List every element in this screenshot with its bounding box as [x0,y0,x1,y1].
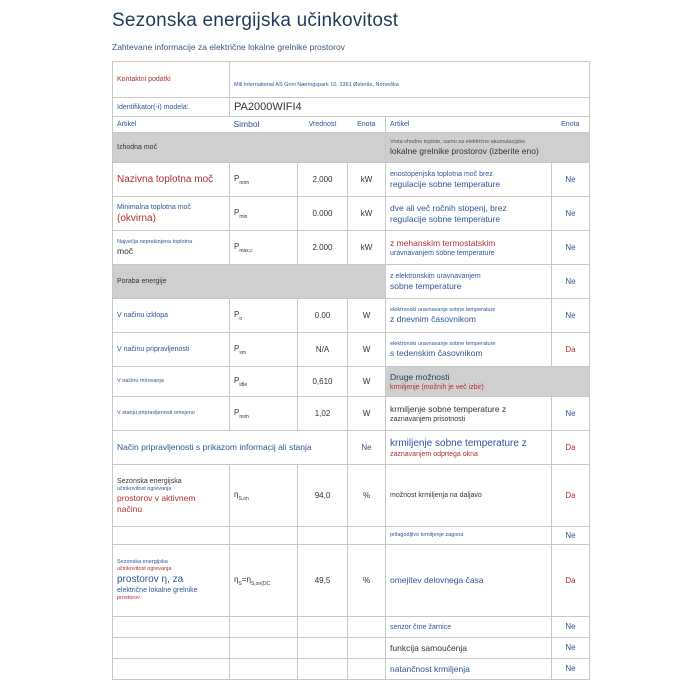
symbol-text: P [234,173,240,183]
unit-sezonska-1: % [348,465,386,527]
label-minimalna-1: Minimalna toplotna moč [117,203,191,211]
row-sezonska-1 [113,465,590,527]
unit-izklop: W [348,299,386,333]
section-poraba-row [113,265,590,299]
label-line: električne lokalne grelnike [117,587,198,595]
right-small: elektronski uravnavanje sobne temperature [390,306,496,313]
unit-najvecja: kW [348,231,386,265]
row-natancnost [113,659,590,680]
symbol-text: P [234,343,240,353]
model-label: Identifikator(-i) modela: [113,98,230,117]
empty-cell [298,617,348,638]
symbol-text: P [234,375,240,385]
right-row-1 [386,197,552,231]
label-line: Sezonska energijska [117,559,168,566]
yn-11: Ne [552,617,590,638]
contact-row [113,62,590,98]
symbol-sezonska-1 [230,465,298,527]
right-row-5 [386,333,552,367]
symbol-text: P [234,407,240,417]
empty-cell [230,638,298,659]
symbol-mirovanje [230,367,298,397]
right-row-12: funkcija samoučenja [386,638,552,659]
section-poraba: Poraba energije [113,265,386,299]
symbol-sub: S,on [238,495,249,502]
right-row-0 [386,163,552,197]
model-row [113,98,590,117]
label-line: Sezonska energijska [117,477,182,485]
page-subtitle: Zahtevane informacije za električne lokalne grelnike prostorov [112,42,345,52]
right-main: sobne temperature [390,280,462,291]
empty-cell [230,617,298,638]
right-small: krmiljenje sobne temperature z [390,403,507,414]
label-line: prostorov η, za [117,574,184,586]
right-row-10: omejitev delovnega časa [386,545,552,617]
empty-cell [113,659,230,680]
symbol-minimalna [230,197,298,231]
row-prikaz [113,431,590,465]
section-izhodna: Izhodna moč [113,133,386,163]
value-izklop: 0.00 [298,299,348,333]
contact-value: Mill International AS Grini Næringspark 10, 1361 Østerås, Norveška [230,62,590,98]
unit-nazivna: kW [348,163,386,197]
row-pripravljenost [113,333,590,367]
symbol-text: η [234,489,239,499]
row-izklop [113,299,590,333]
right-row-13: natančnost krmiljenja [386,659,552,680]
label-najvecja [113,231,230,265]
yn-2: Ne [552,231,590,265]
right-small: dve ali več ročnih stopenj, brez [390,202,507,213]
unit-omejeno: W [348,397,386,431]
yn-0: Ne [552,163,590,197]
value-sezonska-1: 94,0 [298,465,348,527]
yn-1: Ne [552,197,590,231]
yn-8: Da [552,465,590,527]
row-senzor [113,617,590,638]
right-row-9: prilagodljivo krmiljenje zagona [386,527,552,545]
section-vrsta-main: lokalne grelnike prostorov (izberite eno) [390,145,539,156]
empty-cell [348,617,386,638]
section-druge [386,367,590,397]
label-minimalna [113,197,230,231]
yn-4: Ne [552,299,590,333]
right-small: krmiljenje sobne temperature z [390,437,527,449]
header-artikel-right: Artikel [386,117,552,133]
empty-cell [113,527,230,545]
header-enota: Enota [348,117,386,133]
right-main: regulacije sobne temperature [390,178,501,189]
symbol-pripravljenost [230,333,298,367]
empty-cell [298,659,348,680]
yn-3: Ne [552,265,590,299]
header-enota-right: Enota [552,117,590,133]
section-vrsta [386,133,590,163]
symbol-sub: S [238,580,242,587]
label-line: učinkovitost ogrevanja [117,485,172,492]
yn-6: Ne [552,397,590,431]
value-najvecja: 2.000 [298,231,348,265]
right-row-2 [386,231,552,265]
value-sezonska-2: 49,5 [298,545,348,617]
row-nazivna [113,163,590,197]
label-line: načinu [117,503,143,514]
value-nazivna: 2.000 [298,163,348,197]
unit-pripravljenost: W [348,333,386,367]
symbol-sub: S,on(DC [250,580,271,587]
yn-7: Da [552,431,590,465]
symbol-omejeno [230,397,298,431]
yn-9: Ne [552,527,590,545]
label-line: prostorov [117,595,140,602]
symbol-text: P [234,207,240,217]
empty-cell [348,638,386,659]
empty-cell [348,527,386,545]
label-nazivna: Nazivna toplotna moč [113,163,230,197]
right-row-8: možnost krmiljenja na daljavo [386,465,552,527]
value-minimalna: 0.000 [298,197,348,231]
empty-cell [113,638,230,659]
right-main: s tedenskim časovnikom [390,347,483,358]
label-najvecja-2: moč [117,245,134,256]
label-line: učinkovitost ogrevanja [117,566,172,573]
symbol-izklop [230,299,298,333]
right-main: uravnavanjem sobne temperature [390,249,495,257]
right-row-4 [386,299,552,333]
section-izhodna-row [113,133,590,163]
label-najvecja-1: Največja neprekinjena toplotna [117,238,193,245]
right-main: zaznavanjem odprtega okna [390,450,478,458]
right-main: z dnevnim časovnikom [390,313,476,324]
empty-cell [348,659,386,680]
right-row-6 [386,397,552,431]
empty-cell [298,638,348,659]
unit-minimalna: kW [348,197,386,231]
label-izklop: V načinu izklopa [113,299,230,333]
right-row-11: senzor črne žarnice [386,617,552,638]
row-funkcija [113,638,590,659]
row-najvecja [113,231,590,265]
symbol-sub: o [239,315,243,322]
symbol-najvecja [230,231,298,265]
value-mirovanje: 0,610 [298,367,348,397]
right-small: enostopenjska toplotna moč brez [390,170,493,178]
section-vrsta-small: Vrsta vhodne toplote, samo za električne akumulacijske [390,138,526,145]
value-prikaz: Ne [348,431,386,465]
contact-label: Kontaktni podatki [113,62,230,98]
right-small: z elektronskim uravnavanjem [390,272,481,280]
model-value: PA2000WIFI4 [230,98,590,117]
row-minimalna [113,197,590,231]
energy-efficiency-table [112,61,590,680]
unit-sezonska-2: % [348,545,386,617]
yn-13: Ne [552,659,590,680]
symbol-text: P [234,241,240,251]
label-sezonska-1 [113,465,230,527]
right-main: regulacije sobne temperature [390,213,501,224]
row-sezonska-2 [113,545,590,617]
row-prilagodljivo [113,527,590,545]
right-row-7 [386,431,552,465]
right-small: z mehanskim termostatskim [390,237,496,248]
symbol-sub: nsm [239,413,249,420]
empty-cell [230,659,298,680]
yn-12: Ne [552,638,590,659]
header-row [113,117,590,133]
empty-cell [298,527,348,545]
label-sezonska-2 [113,545,230,617]
label-omejeno: V stanju pripravljenosti omejeno [113,397,230,431]
header-artikel: Artikel [113,117,230,133]
symbol-eq: =η [241,574,251,584]
right-row-3 [386,265,552,299]
yn-10: Da [552,545,590,617]
label-pripravljenost: V načinu pripravljenosti [113,333,230,367]
label-minimalna-2: (okvirna) [117,212,156,224]
symbol-text: P [234,309,240,319]
header-vrednost: Vrednost [298,117,348,133]
header-simbol: Simbol [230,117,298,133]
empty-cell [230,527,298,545]
label-line: prostorov v aktivnem [117,492,196,503]
symbol-sezonska-2 [230,545,298,617]
symbol-sub: sm [239,349,247,356]
label-prikaz: Način pripravljenosti s prikazom informacij ali stanja [113,431,348,465]
symbol-nazivna [230,163,298,197]
section-druge-main: Druge možnosti [390,371,450,382]
value-omejeno: 1,02 [298,397,348,431]
section-druge-sub: krmiljenje (možnih je več izbir) [390,383,484,391]
value-pripravljenost: N/A [298,333,348,367]
symbol-sub: idle [239,381,248,388]
unit-mirovanje: W [348,367,386,397]
symbol-sub: min [239,213,248,220]
page-title: Sezonska energijska učinkovitost [112,10,399,31]
empty-cell [113,617,230,638]
right-small: elektronski uravnavanje sobne temperature [390,340,496,347]
label-mirovanje: V načinu mirovanja [113,367,230,397]
right-main: zaznavanjem prisotnosti [390,415,466,423]
symbol-text: η [234,574,239,584]
symbol-sub: max,c [239,247,253,254]
symbol-sub: nom [239,179,250,186]
row-mirovanje [113,367,590,397]
yn-5: Da [552,333,590,367]
row-omejeno [113,397,590,431]
